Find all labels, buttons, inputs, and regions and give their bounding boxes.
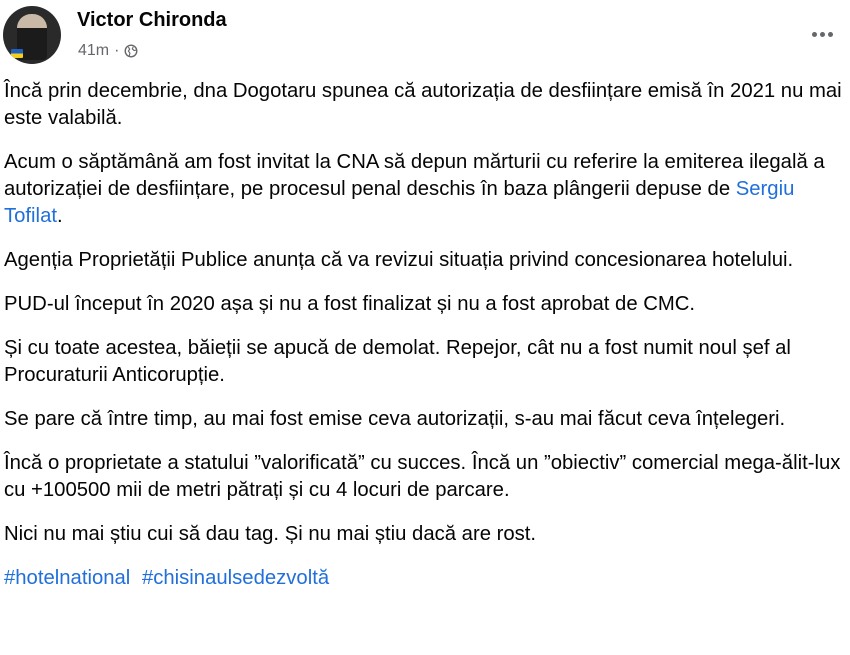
hashtag-link[interactable]: #hotelnational xyxy=(4,567,131,589)
hashtag-link[interactable]: #chisinaulsedezvoltă xyxy=(141,567,330,589)
post-paragraph: Încă prin decembrie, dna Dogotaru spunea că autorizația de desființare emisă în 2021 nu mai este valabilă. xyxy=(4,80,842,129)
post-paragraph: PUD-ul început în 2020 așa și nu a fost finalizat și nu a fost aprobat de CMC. xyxy=(4,293,696,315)
post-paragraph xyxy=(4,149,844,230)
paragraph-text: . xyxy=(56,205,63,227)
ukraine-flag-icon xyxy=(11,49,23,58)
post-paragraph: Nici nu mai știu cui să dau tag. Și nu mai știu dacă are rost. xyxy=(4,523,537,545)
globe-icon[interactable] xyxy=(124,44,138,58)
more-options-icon[interactable] xyxy=(806,22,838,46)
post-paragraph: Încă o proprietate a statului ”valorificată” cu succes. Încă un ”obiectiv” comercial mega-ălit-lux cu +100500 mii de metri pătrați și cu 4 locuri de parcare. xyxy=(4,452,841,501)
post-paragraph: Agenția Proprietății Publice anunța că va revizui situația privind concesionarea hotelului. xyxy=(4,249,794,271)
author-name[interactable]: Victor Chironda xyxy=(77,9,227,31)
mention-link[interactable]: Sergiu Tofilat xyxy=(4,178,795,227)
post-paragraph: Se pare că între timp, au mai fost emise ceva autorizații, s-au mai făcut ceva înțelegeri. xyxy=(4,408,786,430)
hashtag-list xyxy=(4,565,844,592)
post-paragraph: Și cu toate acestea, băieții se apucă de demolat. Repejor, cât nu a fost numit noul șef al Procuraturii Anticorupție. xyxy=(4,337,791,386)
post-content xyxy=(4,78,844,609)
post-meta xyxy=(78,42,138,60)
meta-separator: · xyxy=(114,42,120,59)
post-timestamp[interactable]: 41m xyxy=(78,42,110,59)
author-avatar[interactable] xyxy=(3,6,61,64)
paragraph-text: Acum o săptămână am fost invitat la CNA să depun mărturii cu referire la emiterea ilegală a autorizației de desființare, pe procesul penal deschis în baza plângerii depuse de xyxy=(4,151,825,200)
